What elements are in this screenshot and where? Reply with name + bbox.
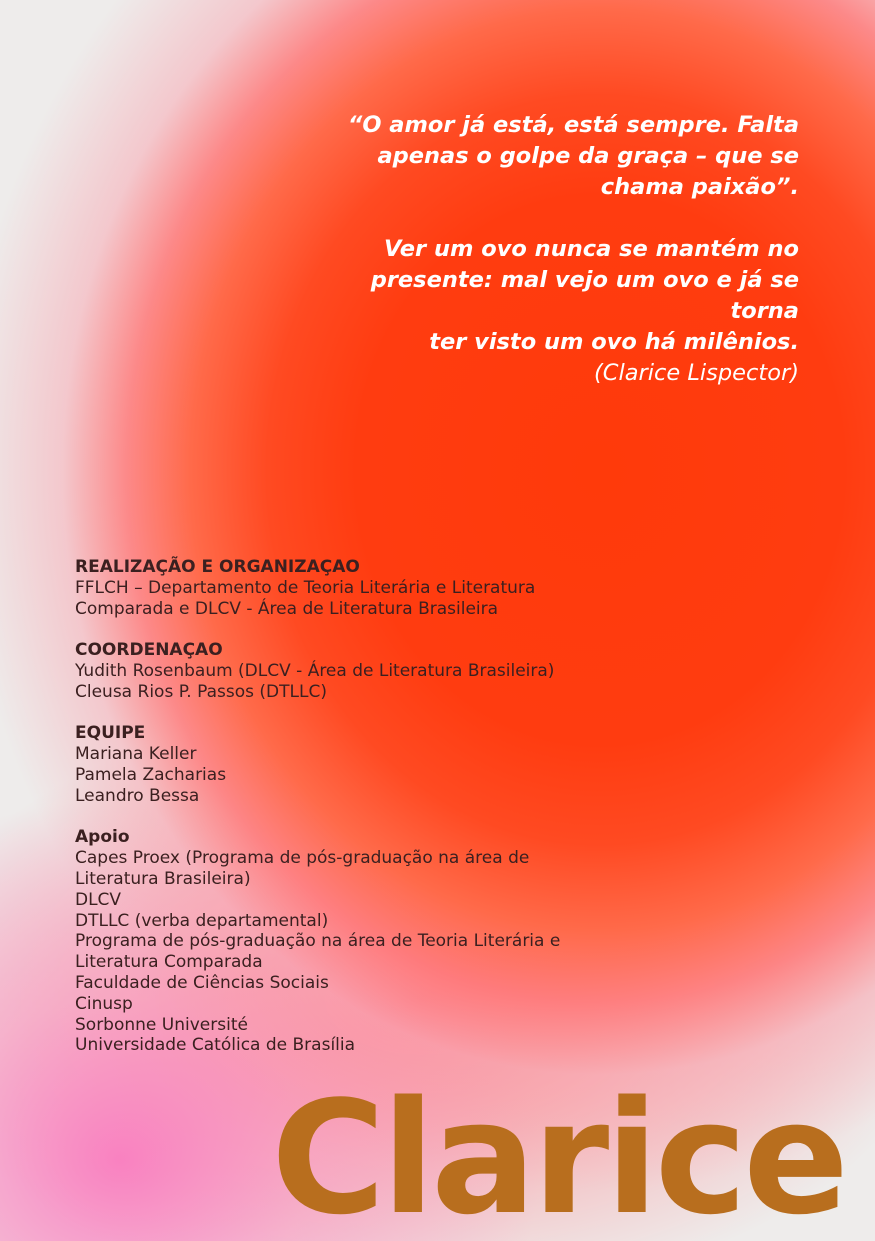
credits-section-organization bbox=[75, 557, 635, 619]
section-heading: Apoio bbox=[75, 827, 130, 848]
quote-line: “O amor já está, está sempre. Falta bbox=[347, 112, 799, 138]
quote-author: (Clarice Lispector) bbox=[593, 360, 799, 386]
credit-line: FFLCH – Departamento de Teoria Literária e Literatura bbox=[75, 577, 536, 598]
credit-line: Comparada e DLCV - Área de Literatura Brasileira bbox=[75, 598, 499, 619]
quote-line: Ver um ovo nunca se mantém no bbox=[384, 236, 799, 262]
credit-line: Mariana Keller bbox=[75, 744, 197, 765]
section-heading: EQUIPE bbox=[75, 723, 146, 744]
quote-line: presente: mal vejo um ovo e já se torna bbox=[370, 267, 799, 324]
section-heading: COORDENAÇAO bbox=[75, 640, 223, 661]
credit-line: Cleusa Rios P. Passos (DTLLC) bbox=[75, 681, 327, 702]
epigraph-quote bbox=[319, 110, 799, 389]
credit-line: Literatura Brasileira) bbox=[75, 868, 251, 889]
credit-line: DTLLC (verba departamental) bbox=[75, 910, 329, 931]
credit-line: Faculdade de Ciências Sociais bbox=[75, 972, 329, 993]
quote-line: ter visto um ovo há milênios. bbox=[429, 329, 799, 355]
credit-line: Pamela Zacharias bbox=[75, 764, 227, 785]
quote-line: chama paixão”. bbox=[600, 174, 799, 200]
credit-line: DLCV bbox=[75, 889, 122, 910]
credits-section-coordination bbox=[75, 640, 635, 702]
credit-line: Sorbonne Université bbox=[75, 1014, 248, 1035]
credits-section-team bbox=[75, 723, 635, 806]
credit-line: Literatura Comparada bbox=[75, 952, 263, 973]
clarice-wordmark: Clarice bbox=[271, 1067, 845, 1241]
credit-line: Cinusp bbox=[75, 993, 133, 1014]
credit-line: Capes Proex (Programa de pós-graduação na área de bbox=[75, 848, 530, 869]
credit-line: Yudith Rosenbaum (DLCV - Área de Literatura Brasileira) bbox=[75, 660, 555, 681]
credit-line: Leandro Bessa bbox=[75, 785, 200, 806]
section-heading: REALIZAÇÃO E ORGANIZAÇAO bbox=[75, 557, 360, 577]
credit-line: Programa de pós-graduação na área de Teoria Literária e bbox=[75, 931, 561, 952]
quote-spacer bbox=[319, 203, 799, 234]
credits-section-support bbox=[75, 827, 635, 1056]
quote-line: apenas o golpe da graça – que se bbox=[377, 143, 799, 169]
credit-line: Universidade Católica de Brasília bbox=[75, 1035, 356, 1056]
credits-block bbox=[75, 557, 635, 1077]
